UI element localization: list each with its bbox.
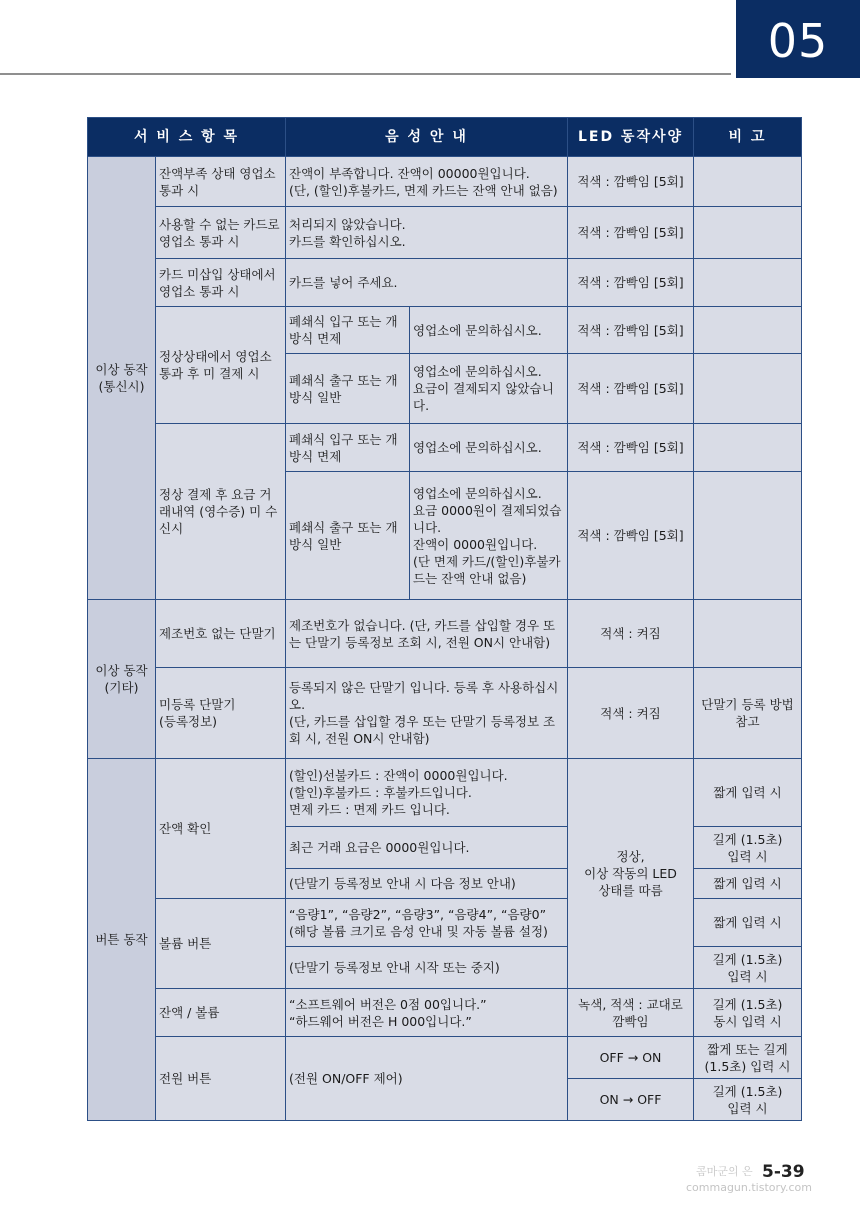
- item-cell: 전원 버튼: [156, 1037, 286, 1121]
- voice-cell: 카드를 넣어 주세요.: [286, 259, 568, 307]
- item-cell: 제조번호 없는 단말기: [156, 600, 286, 668]
- item-cell: 잔액부족 상태 영업소 통과 시: [156, 157, 286, 207]
- condition-cell: 폐쇄식 출구 또는 개방식 일반: [286, 472, 410, 600]
- voice-cell: 최근 거래 요금은 0000원입니다.: [286, 827, 568, 869]
- voice-cell: 영업소에 문의하십시오.: [410, 424, 568, 472]
- led-cell: 적색 : 깜빡임 [5회]: [568, 354, 694, 424]
- top-rule: [0, 73, 731, 75]
- voice-cell: (할인)선불카드 : 잔액이 0000원입니다. (할인)후불카드 : 후불카드입니다. 면제 카드 : 면제 카드 입니다.: [286, 759, 568, 827]
- remark-cell: [694, 307, 802, 354]
- condition-cell: 폐쇄식 입구 또는 개방식 면제: [286, 424, 410, 472]
- table-row: [88, 899, 802, 947]
- voice-cell: 등록되지 않은 단말기 입니다. 등록 후 사용하십시오. (단, 카드를 삽입할 경우 또는 단말기 등록정보 조회 시, 전원 ON시 안내함): [286, 668, 568, 759]
- page-number: 5-39: [762, 1162, 805, 1182]
- remark-cell: [694, 157, 802, 207]
- section-button: 버튼 동작: [88, 759, 156, 1121]
- led-cell: ON → OFF: [568, 1079, 694, 1121]
- condition-cell: 폐쇄식 입구 또는 개방식 면제: [286, 307, 410, 354]
- remark-cell: [694, 259, 802, 307]
- section-etc: 이상 동작 (기타): [88, 600, 156, 759]
- table-row: [88, 424, 802, 472]
- remark-cell: [694, 354, 802, 424]
- remark-cell: [694, 600, 802, 668]
- header-led-spec: LED 동작사양: [568, 118, 694, 157]
- led-cell: 적색 : 깜빡임 [5회]: [568, 424, 694, 472]
- led-cell: 정상, 이상 작동의 LED 상태를 따름: [568, 759, 694, 989]
- header-voice-guide: 음 성 안 내: [286, 118, 568, 157]
- watermark-text: 콤마군의 은: [696, 1165, 753, 1178]
- led-cell: 적색 : 켜짐: [568, 668, 694, 759]
- spec-table: [87, 117, 802, 1121]
- table-row: [88, 207, 802, 259]
- led-cell: 적색 : 깜빡임 [5회]: [568, 157, 694, 207]
- led-cell: 적색 : 깜빡임 [5회]: [568, 207, 694, 259]
- voice-cell: 처리되지 않았습니다. 카드를 확인하십시오.: [286, 207, 568, 259]
- item-cell: 미등록 단말기 (등록정보): [156, 668, 286, 759]
- watermark-url: commagun.tistory.com: [686, 1181, 812, 1194]
- remark-cell: 단말기 등록 방법 참고: [694, 668, 802, 759]
- table-row: [88, 989, 802, 1037]
- remark-cell: 길게 (1.5초) 입력 시: [694, 827, 802, 869]
- table-row: [88, 759, 802, 827]
- remark-cell: 길게 (1.5초) 동시 입력 시: [694, 989, 802, 1037]
- led-cell: OFF → ON: [568, 1037, 694, 1079]
- item-cell: 사용할 수 없는 카드로 영업소 통과 시: [156, 207, 286, 259]
- led-cell: 적색 : 깜빡임 [5회]: [568, 472, 694, 600]
- led-cell: 녹색, 적색 : 교대로 깜빡임: [568, 989, 694, 1037]
- led-cell: 적색 : 깜빡임 [5회]: [568, 307, 694, 354]
- remark-cell: [694, 472, 802, 600]
- table-row: [88, 1037, 802, 1079]
- item-cell: 정상 결제 후 요금 거래내역 (영수증) 미 수신시: [156, 424, 286, 600]
- section-comm: 이상 동작 (통신시): [88, 157, 156, 600]
- header-row: [88, 118, 802, 157]
- remark-cell: 길게 (1.5초) 입력 시: [694, 947, 802, 989]
- remark-cell: [694, 207, 802, 259]
- table-row: [88, 600, 802, 668]
- chapter-tab: [736, 0, 860, 78]
- item-cell: 잔액 / 볼륨: [156, 989, 286, 1037]
- chapter-number: 05: [767, 14, 829, 68]
- remark-cell: 길게 (1.5초) 입력 시: [694, 1079, 802, 1121]
- remark-cell: 짧게 입력 시: [694, 869, 802, 899]
- voice-cell: “음량1”, “음량2”, “음량3”, “음량4”, “음량0” (해당 볼륨 크기로 음성 안내 및 자동 볼륨 설정): [286, 899, 568, 947]
- item-cell: 카드 미삽입 상태에서 영업소 통과 시: [156, 259, 286, 307]
- voice-cell: 잔액이 부족합니다. 잔액이 00000원입니다. (단, (할인)후불카드, 면제 카드는 잔액 안내 없음): [286, 157, 568, 207]
- table-row: [88, 157, 802, 207]
- voice-cell: “소프트웨어 버전은 0점 00입니다.” “하드웨어 버전은 H 000입니다.”: [286, 989, 568, 1037]
- table-row: [88, 307, 802, 354]
- led-cell: 적색 : 켜짐: [568, 600, 694, 668]
- voice-cell: 영업소에 문의하십시오. 요금 0000원이 결제되었습니다. 잔액이 0000원입니다. (단 면제 카드/(할인)후불카드는 잔액 안내 없음): [410, 472, 568, 600]
- voice-cell: 제조번호가 없습니다. (단, 카드를 삽입할 경우 또는 단말기 등록정보 조회 시, 전원 ON시 안내함): [286, 600, 568, 668]
- led-cell: 적색 : 깜빡임 [5회]: [568, 259, 694, 307]
- voice-cell: 영업소에 문의하십시오. 요금이 결제되지 않았습니다.: [410, 354, 568, 424]
- remark-cell: [694, 424, 802, 472]
- header-remarks: 비 고: [694, 118, 802, 157]
- voice-cell: (전원 ON/OFF 제어): [286, 1037, 568, 1121]
- remark-cell: 짧게 또는 길게 (1.5초) 입력 시: [694, 1037, 802, 1079]
- remark-cell: 짧게 입력 시: [694, 759, 802, 827]
- item-cell: 볼륨 버튼: [156, 899, 286, 989]
- condition-cell: 폐쇄식 출구 또는 개방식 일반: [286, 354, 410, 424]
- voice-cell: (단말기 등록정보 안내 시작 또는 중지): [286, 947, 568, 989]
- table-row: [88, 668, 802, 759]
- voice-cell: (단말기 등록정보 안내 시 다음 정보 안내): [286, 869, 568, 899]
- remark-cell: 짧게 입력 시: [694, 899, 802, 947]
- voice-cell: 영업소에 문의하십시오.: [410, 307, 568, 354]
- table-row: [88, 259, 802, 307]
- item-cell: 잔액 확인: [156, 759, 286, 899]
- item-cell: 정상상태에서 영업소 통과 후 미 결제 시: [156, 307, 286, 424]
- header-service-item: 서 비 스 항 목: [88, 118, 286, 157]
